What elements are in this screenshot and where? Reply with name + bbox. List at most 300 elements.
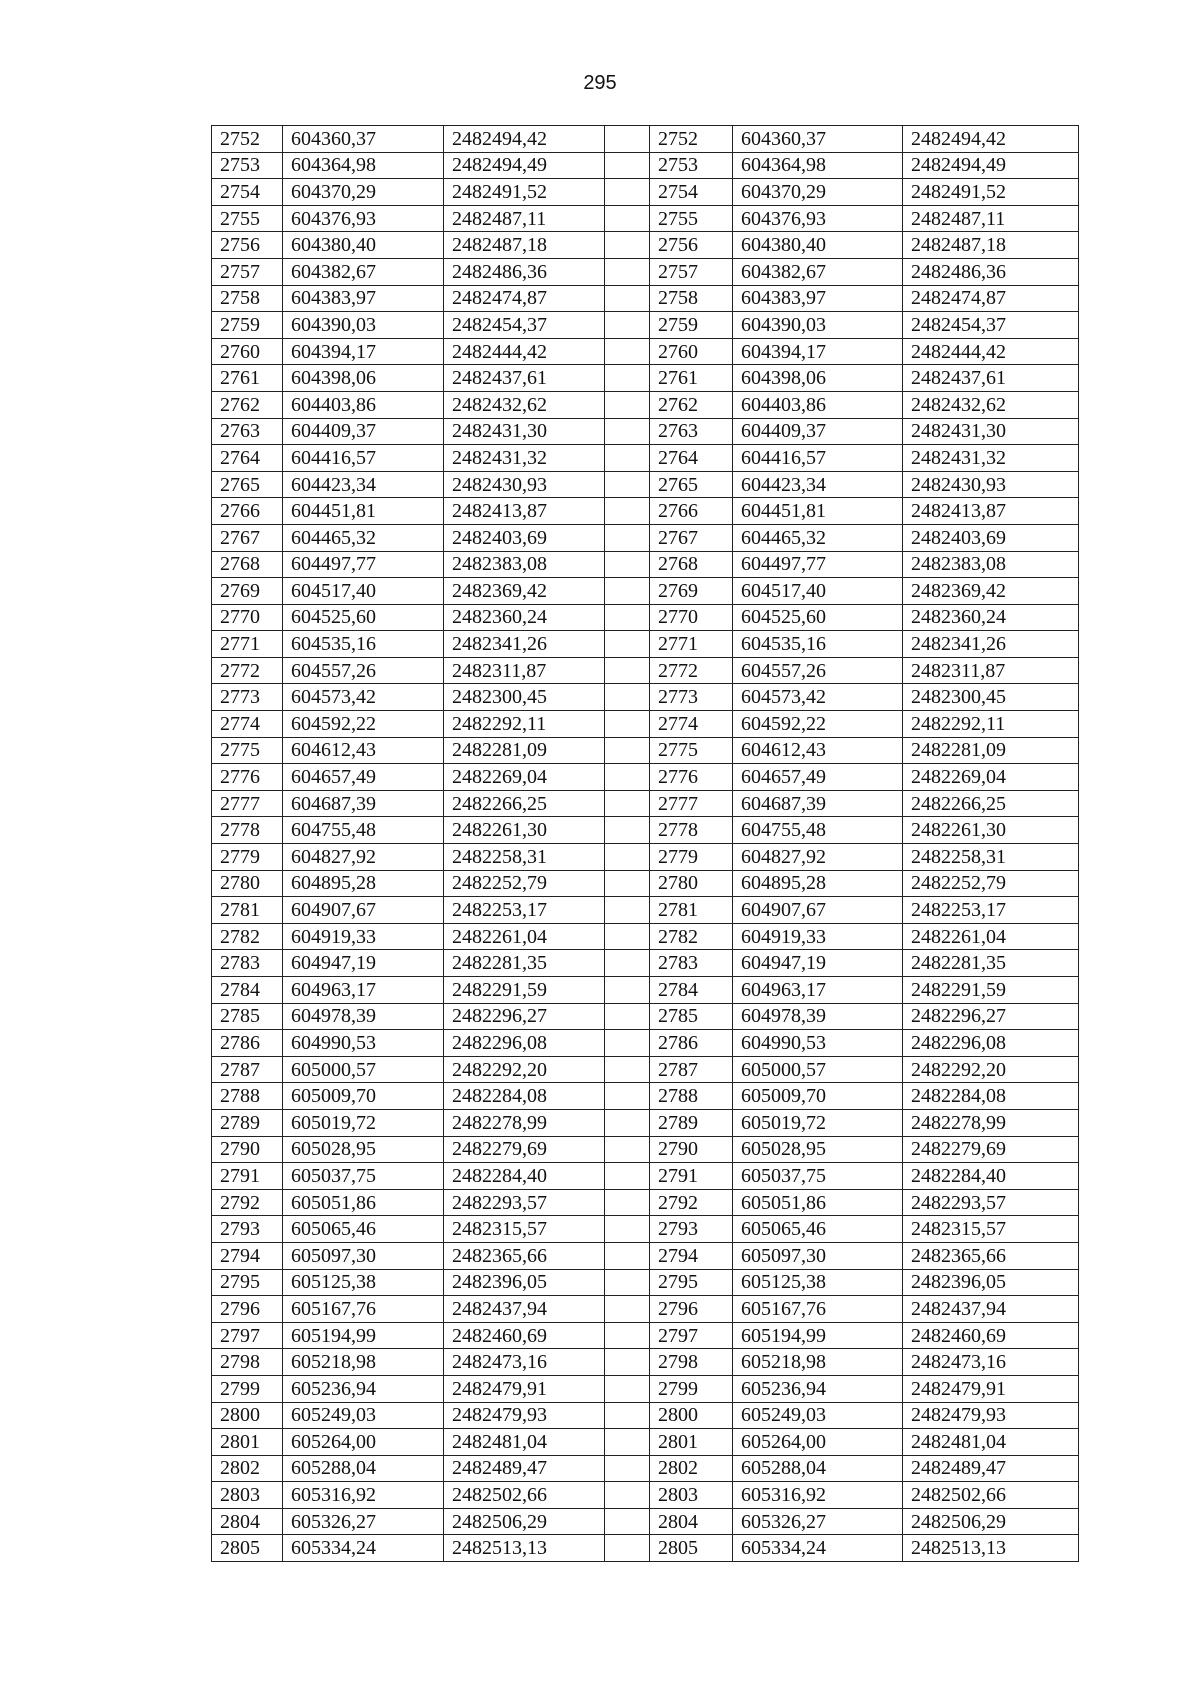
point-number-left: 2788: [212, 1083, 283, 1110]
x-coordinate-right: 604423,34: [733, 471, 903, 498]
y-coordinate-left: 2482253,17: [444, 897, 605, 924]
table-row: [212, 418, 1079, 445]
x-coordinate-right: 604827,92: [733, 844, 903, 871]
y-coordinate-right: 2482369,42: [903, 578, 1079, 605]
point-number-left: 2781: [212, 897, 283, 924]
y-coordinate-left: 2482252,79: [444, 870, 605, 897]
empty-separator-cell: [605, 764, 650, 791]
x-coordinate-right: 604907,67: [733, 897, 903, 924]
point-number-left: 2797: [212, 1322, 283, 1349]
coordinates-table: [211, 125, 1079, 1562]
y-coordinate-right: 2482479,93: [903, 1402, 1079, 1429]
table-row: [212, 870, 1079, 897]
x-coordinate-left: 605236,94: [283, 1375, 444, 1402]
y-coordinate-left: 2482487,18: [444, 232, 605, 259]
empty-separator-cell: [605, 923, 650, 950]
empty-separator-cell: [605, 312, 650, 339]
x-coordinate-left: 604827,92: [283, 844, 444, 871]
empty-separator-cell: [605, 445, 650, 472]
y-coordinate-left: 2482444,42: [444, 338, 605, 365]
point-number-right: 2774: [650, 711, 733, 738]
y-coordinate-left: 2482300,45: [444, 684, 605, 711]
x-coordinate-right: 604382,67: [733, 258, 903, 285]
point-number-left: 2784: [212, 977, 283, 1004]
point-number-left: 2789: [212, 1109, 283, 1136]
y-coordinate-left: 2482341,26: [444, 631, 605, 658]
y-coordinate-left: 2482279,69: [444, 1136, 605, 1163]
table-row: [212, 1216, 1079, 1243]
empty-separator-cell: [605, 1269, 650, 1296]
point-number-left: 2800: [212, 1402, 283, 1429]
x-coordinate-left: 604370,29: [283, 179, 444, 206]
table-row: [212, 977, 1079, 1004]
x-coordinate-left: 605009,70: [283, 1083, 444, 1110]
y-coordinate-left: 2482296,08: [444, 1030, 605, 1057]
x-coordinate-left: 604497,77: [283, 551, 444, 578]
point-number-right: 2757: [650, 258, 733, 285]
point-number-left: 2780: [212, 870, 283, 897]
y-coordinate-right: 2482413,87: [903, 498, 1079, 525]
x-coordinate-right: 605125,38: [733, 1269, 903, 1296]
table-row: [212, 524, 1079, 551]
point-number-left: 2769: [212, 578, 283, 605]
empty-separator-cell: [605, 684, 650, 711]
point-number-left: 2786: [212, 1030, 283, 1057]
y-coordinate-left: 2482269,04: [444, 764, 605, 791]
point-number-left: 2773: [212, 684, 283, 711]
y-coordinate-right: 2482486,36: [903, 258, 1079, 285]
point-number-left: 2767: [212, 524, 283, 551]
x-coordinate-right: 604755,48: [733, 817, 903, 844]
table-row: [212, 126, 1079, 153]
x-coordinate-left: 604557,26: [283, 657, 444, 684]
table-row: [212, 604, 1079, 631]
point-number-right: 2761: [650, 365, 733, 392]
y-coordinate-left: 2482365,66: [444, 1242, 605, 1269]
x-coordinate-right: 604919,33: [733, 923, 903, 950]
x-coordinate-left: 605000,57: [283, 1056, 444, 1083]
empty-separator-cell: [605, 152, 650, 179]
table-row: [212, 1535, 1079, 1562]
y-coordinate-left: 2482291,59: [444, 977, 605, 1004]
x-coordinate-left: 605288,04: [283, 1455, 444, 1482]
point-number-left: 2801: [212, 1429, 283, 1456]
point-number-left: 2755: [212, 205, 283, 232]
table-row: [212, 445, 1079, 472]
y-coordinate-left: 2482413,87: [444, 498, 605, 525]
point-number-right: 2772: [650, 657, 733, 684]
point-number-left: 2787: [212, 1056, 283, 1083]
table-row: [212, 897, 1079, 924]
table-row: [212, 631, 1079, 658]
point-number-left: 2779: [212, 844, 283, 871]
point-number-right: 2789: [650, 1109, 733, 1136]
empty-separator-cell: [605, 1242, 650, 1269]
table-row: [212, 1349, 1079, 1376]
table-row: [212, 258, 1079, 285]
y-coordinate-left: 2482491,52: [444, 179, 605, 206]
y-coordinate-right: 2482431,30: [903, 418, 1079, 445]
y-coordinate-left: 2482278,99: [444, 1109, 605, 1136]
x-coordinate-right: 604895,28: [733, 870, 903, 897]
point-number-right: 2763: [650, 418, 733, 445]
y-coordinate-right: 2482253,17: [903, 897, 1079, 924]
x-coordinate-left: 604409,37: [283, 418, 444, 445]
x-coordinate-right: 605249,03: [733, 1402, 903, 1429]
point-number-right: 2805: [650, 1535, 733, 1562]
x-coordinate-right: 605316,92: [733, 1482, 903, 1509]
x-coordinate-left: 604755,48: [283, 817, 444, 844]
y-coordinate-right: 2482454,37: [903, 312, 1079, 339]
x-coordinate-right: 604409,37: [733, 418, 903, 445]
x-coordinate-right: 604383,97: [733, 285, 903, 312]
empty-separator-cell: [605, 1402, 650, 1429]
point-number-right: 2762: [650, 391, 733, 418]
x-coordinate-right: 604592,22: [733, 711, 903, 738]
table-row: [212, 1056, 1079, 1083]
point-number-left: 2753: [212, 152, 283, 179]
y-coordinate-right: 2482479,91: [903, 1375, 1079, 1402]
point-number-right: 2758: [650, 285, 733, 312]
x-coordinate-left: 604895,28: [283, 870, 444, 897]
point-number-right: 2767: [650, 524, 733, 551]
point-number-left: 2776: [212, 764, 283, 791]
x-coordinate-right: 604657,49: [733, 764, 903, 791]
x-coordinate-right: 604451,81: [733, 498, 903, 525]
table-row: [212, 365, 1079, 392]
y-coordinate-right: 2482383,08: [903, 551, 1079, 578]
x-coordinate-right: 605065,46: [733, 1216, 903, 1243]
empty-separator-cell: [605, 897, 650, 924]
y-coordinate-right: 2482311,87: [903, 657, 1079, 684]
empty-separator-cell: [605, 126, 650, 153]
x-coordinate-left: 605218,98: [283, 1349, 444, 1376]
x-coordinate-left: 604612,43: [283, 737, 444, 764]
y-coordinate-right: 2482491,52: [903, 179, 1079, 206]
x-coordinate-right: 604573,42: [733, 684, 903, 711]
x-coordinate-right: 604394,17: [733, 338, 903, 365]
point-number-left: 2754: [212, 179, 283, 206]
point-number-right: 2782: [650, 923, 733, 950]
point-number-left: 2798: [212, 1349, 283, 1376]
point-number-right: 2790: [650, 1136, 733, 1163]
x-coordinate-left: 604376,93: [283, 205, 444, 232]
point-number-left: 2766: [212, 498, 283, 525]
empty-separator-cell: [605, 578, 650, 605]
point-number-right: 2781: [650, 897, 733, 924]
y-coordinate-right: 2482494,49: [903, 152, 1079, 179]
y-coordinate-left: 2482293,57: [444, 1189, 605, 1216]
y-coordinate-left: 2482437,61: [444, 365, 605, 392]
empty-separator-cell: [605, 418, 650, 445]
point-number-right: 2804: [650, 1508, 733, 1535]
y-coordinate-left: 2482396,05: [444, 1269, 605, 1296]
x-coordinate-right: 605236,94: [733, 1375, 903, 1402]
table-row: [212, 817, 1079, 844]
empty-separator-cell: [605, 870, 650, 897]
point-number-left: 2774: [212, 711, 283, 738]
y-coordinate-left: 2482292,11: [444, 711, 605, 738]
point-number-left: 2764: [212, 445, 283, 472]
table-row: [212, 1242, 1079, 1269]
point-number-left: 2757: [212, 258, 283, 285]
x-coordinate-right: 605028,95: [733, 1136, 903, 1163]
y-coordinate-left: 2482360,24: [444, 604, 605, 631]
empty-separator-cell: [605, 391, 650, 418]
x-coordinate-right: 604525,60: [733, 604, 903, 631]
point-number-left: 2793: [212, 1216, 283, 1243]
x-coordinate-left: 605019,72: [283, 1109, 444, 1136]
x-coordinate-right: 605334,24: [733, 1535, 903, 1562]
point-number-right: 2794: [650, 1242, 733, 1269]
x-coordinate-right: 604380,40: [733, 232, 903, 259]
empty-separator-cell: [605, 1455, 650, 1482]
table-row: [212, 1136, 1079, 1163]
point-number-right: 2786: [650, 1030, 733, 1057]
point-number-right: 2798: [650, 1349, 733, 1376]
point-number-right: 2755: [650, 205, 733, 232]
y-coordinate-right: 2482269,04: [903, 764, 1079, 791]
x-coordinate-right: 604535,16: [733, 631, 903, 658]
table-row: [212, 232, 1079, 259]
y-coordinate-left: 2482284,40: [444, 1163, 605, 1190]
table-row: [212, 551, 1079, 578]
x-coordinate-right: 604364,98: [733, 152, 903, 179]
y-coordinate-left: 2482315,57: [444, 1216, 605, 1243]
x-coordinate-right: 604416,57: [733, 445, 903, 472]
x-coordinate-left: 604535,16: [283, 631, 444, 658]
point-number-right: 2795: [650, 1269, 733, 1296]
x-coordinate-right: 604390,03: [733, 312, 903, 339]
x-coordinate-left: 604423,34: [283, 471, 444, 498]
point-number-right: 2756: [650, 232, 733, 259]
empty-separator-cell: [605, 338, 650, 365]
y-coordinate-left: 2482487,11: [444, 205, 605, 232]
y-coordinate-left: 2482296,27: [444, 1003, 605, 1030]
point-number-left: 2752: [212, 126, 283, 153]
x-coordinate-left: 604592,22: [283, 711, 444, 738]
point-number-left: 2802: [212, 1455, 283, 1482]
y-coordinate-right: 2482431,32: [903, 445, 1079, 472]
x-coordinate-left: 605097,30: [283, 1242, 444, 1269]
x-coordinate-right: 604990,53: [733, 1030, 903, 1057]
table-row: [212, 471, 1079, 498]
y-coordinate-right: 2482489,47: [903, 1455, 1079, 1482]
y-coordinate-left: 2482292,20: [444, 1056, 605, 1083]
y-coordinate-right: 2482278,99: [903, 1109, 1079, 1136]
x-coordinate-left: 605194,99: [283, 1322, 444, 1349]
y-coordinate-right: 2482279,69: [903, 1136, 1079, 1163]
x-coordinate-left: 604947,19: [283, 950, 444, 977]
empty-separator-cell: [605, 1482, 650, 1509]
empty-separator-cell: [605, 711, 650, 738]
empty-separator-cell: [605, 1056, 650, 1083]
point-number-right: 2773: [650, 684, 733, 711]
point-number-right: 2785: [650, 1003, 733, 1030]
point-number-left: 2765: [212, 471, 283, 498]
x-coordinate-left: 604360,37: [283, 126, 444, 153]
point-number-right: 2783: [650, 950, 733, 977]
empty-separator-cell: [605, 657, 650, 684]
table-row: [212, 1269, 1079, 1296]
point-number-left: 2759: [212, 312, 283, 339]
page-number: 295: [583, 72, 617, 94]
point-number-right: 2787: [650, 1056, 733, 1083]
table-row: [212, 923, 1079, 950]
y-coordinate-right: 2482460,69: [903, 1322, 1079, 1349]
point-number-right: 2776: [650, 764, 733, 791]
y-coordinate-right: 2482494,42: [903, 126, 1079, 153]
point-number-right: 2803: [650, 1482, 733, 1509]
empty-separator-cell: [605, 498, 650, 525]
y-coordinate-right: 2482296,08: [903, 1030, 1079, 1057]
x-coordinate-right: 605218,98: [733, 1349, 903, 1376]
point-number-right: 2754: [650, 179, 733, 206]
y-coordinate-left: 2482502,66: [444, 1482, 605, 1509]
point-number-left: 2782: [212, 923, 283, 950]
empty-separator-cell: [605, 179, 650, 206]
empty-separator-cell: [605, 232, 650, 259]
x-coordinate-right: 605051,86: [733, 1189, 903, 1216]
y-coordinate-right: 2482300,45: [903, 684, 1079, 711]
x-coordinate-right: 605019,72: [733, 1109, 903, 1136]
point-number-right: 2778: [650, 817, 733, 844]
y-coordinate-right: 2482396,05: [903, 1269, 1079, 1296]
y-coordinate-left: 2482369,42: [444, 578, 605, 605]
y-coordinate-left: 2482430,93: [444, 471, 605, 498]
x-coordinate-left: 605051,86: [283, 1189, 444, 1216]
x-coordinate-right: 604978,39: [733, 1003, 903, 1030]
x-coordinate-left: 604416,57: [283, 445, 444, 472]
y-coordinate-left: 2482489,47: [444, 1455, 605, 1482]
table-row: [212, 737, 1079, 764]
x-coordinate-right: 604497,77: [733, 551, 903, 578]
x-coordinate-left: 605334,24: [283, 1535, 444, 1562]
empty-separator-cell: [605, 790, 650, 817]
empty-separator-cell: [605, 1083, 650, 1110]
empty-separator-cell: [605, 1163, 650, 1190]
point-number-left: 2785: [212, 1003, 283, 1030]
point-number-right: 2779: [650, 844, 733, 871]
point-number-right: 2777: [650, 790, 733, 817]
x-coordinate-left: 604451,81: [283, 498, 444, 525]
y-coordinate-left: 2482261,04: [444, 923, 605, 950]
x-coordinate-right: 604370,29: [733, 179, 903, 206]
table-row: [212, 1083, 1079, 1110]
y-coordinate-left: 2482454,37: [444, 312, 605, 339]
point-number-right: 2784: [650, 977, 733, 1004]
y-coordinate-left: 2482437,94: [444, 1296, 605, 1323]
y-coordinate-left: 2482474,87: [444, 285, 605, 312]
x-coordinate-right: 605264,00: [733, 1429, 903, 1456]
y-coordinate-right: 2482487,18: [903, 232, 1079, 259]
point-number-right: 2799: [650, 1375, 733, 1402]
point-number-right: 2796: [650, 1296, 733, 1323]
x-coordinate-right: 605009,70: [733, 1083, 903, 1110]
x-coordinate-right: 604963,17: [733, 977, 903, 1004]
table-row: [212, 391, 1079, 418]
y-coordinate-right: 2482487,11: [903, 205, 1079, 232]
x-coordinate-right: 605194,99: [733, 1322, 903, 1349]
x-coordinate-left: 605028,95: [283, 1136, 444, 1163]
point-number-right: 2801: [650, 1429, 733, 1456]
point-number-right: 2770: [650, 604, 733, 631]
x-coordinate-right: 605097,30: [733, 1242, 903, 1269]
point-number-left: 2795: [212, 1269, 283, 1296]
table-row: [212, 684, 1079, 711]
y-coordinate-right: 2482430,93: [903, 471, 1079, 498]
empty-separator-cell: [605, 1003, 650, 1030]
point-number-right: 2768: [650, 551, 733, 578]
point-number-left: 2775: [212, 737, 283, 764]
empty-separator-cell: [605, 285, 650, 312]
x-coordinate-left: 605125,38: [283, 1269, 444, 1296]
y-coordinate-left: 2482431,30: [444, 418, 605, 445]
y-coordinate-left: 2482281,09: [444, 737, 605, 764]
empty-separator-cell: [605, 1136, 650, 1163]
point-number-right: 2753: [650, 152, 733, 179]
y-coordinate-right: 2482506,29: [903, 1508, 1079, 1535]
x-coordinate-left: 604990,53: [283, 1030, 444, 1057]
table-row: [212, 1030, 1079, 1057]
y-coordinate-left: 2482494,49: [444, 152, 605, 179]
x-coordinate-right: 605037,75: [733, 1163, 903, 1190]
x-coordinate-left: 604383,97: [283, 285, 444, 312]
point-number-left: 2805: [212, 1535, 283, 1562]
table-row: [212, 950, 1079, 977]
y-coordinate-left: 2482506,29: [444, 1508, 605, 1535]
x-coordinate-right: 604612,43: [733, 737, 903, 764]
y-coordinate-left: 2482432,62: [444, 391, 605, 418]
x-coordinate-right: 604517,40: [733, 578, 903, 605]
point-number-left: 2772: [212, 657, 283, 684]
point-number-left: 2794: [212, 1242, 283, 1269]
point-number-left: 2770: [212, 604, 283, 631]
table-row: [212, 285, 1079, 312]
y-coordinate-left: 2482481,04: [444, 1429, 605, 1456]
point-number-right: 2788: [650, 1083, 733, 1110]
table-row: [212, 1508, 1079, 1535]
y-coordinate-right: 2482266,25: [903, 790, 1079, 817]
empty-separator-cell: [605, 631, 650, 658]
point-number-left: 2799: [212, 1375, 283, 1402]
point-number-right: 2766: [650, 498, 733, 525]
table-row: [212, 1109, 1079, 1136]
y-coordinate-right: 2482284,40: [903, 1163, 1079, 1190]
x-coordinate-left: 604364,98: [283, 152, 444, 179]
point-number-right: 2802: [650, 1455, 733, 1482]
point-number-right: 2792: [650, 1189, 733, 1216]
x-coordinate-left: 604963,17: [283, 977, 444, 1004]
empty-separator-cell: [605, 258, 650, 285]
empty-separator-cell: [605, 551, 650, 578]
y-coordinate-right: 2482281,35: [903, 950, 1079, 977]
x-coordinate-right: 605000,57: [733, 1056, 903, 1083]
table-row: [212, 1296, 1079, 1323]
y-coordinate-left: 2482479,93: [444, 1402, 605, 1429]
table-row: [212, 1189, 1079, 1216]
table-row: [212, 1429, 1079, 1456]
x-coordinate-right: 604403,86: [733, 391, 903, 418]
point-number-left: 2762: [212, 391, 283, 418]
empty-separator-cell: [605, 1375, 650, 1402]
table-row: [212, 152, 1079, 179]
x-coordinate-right: 605167,76: [733, 1296, 903, 1323]
table-row: [212, 1322, 1079, 1349]
y-coordinate-right: 2482360,24: [903, 604, 1079, 631]
x-coordinate-right: 604465,32: [733, 524, 903, 551]
x-coordinate-right: 604360,37: [733, 126, 903, 153]
